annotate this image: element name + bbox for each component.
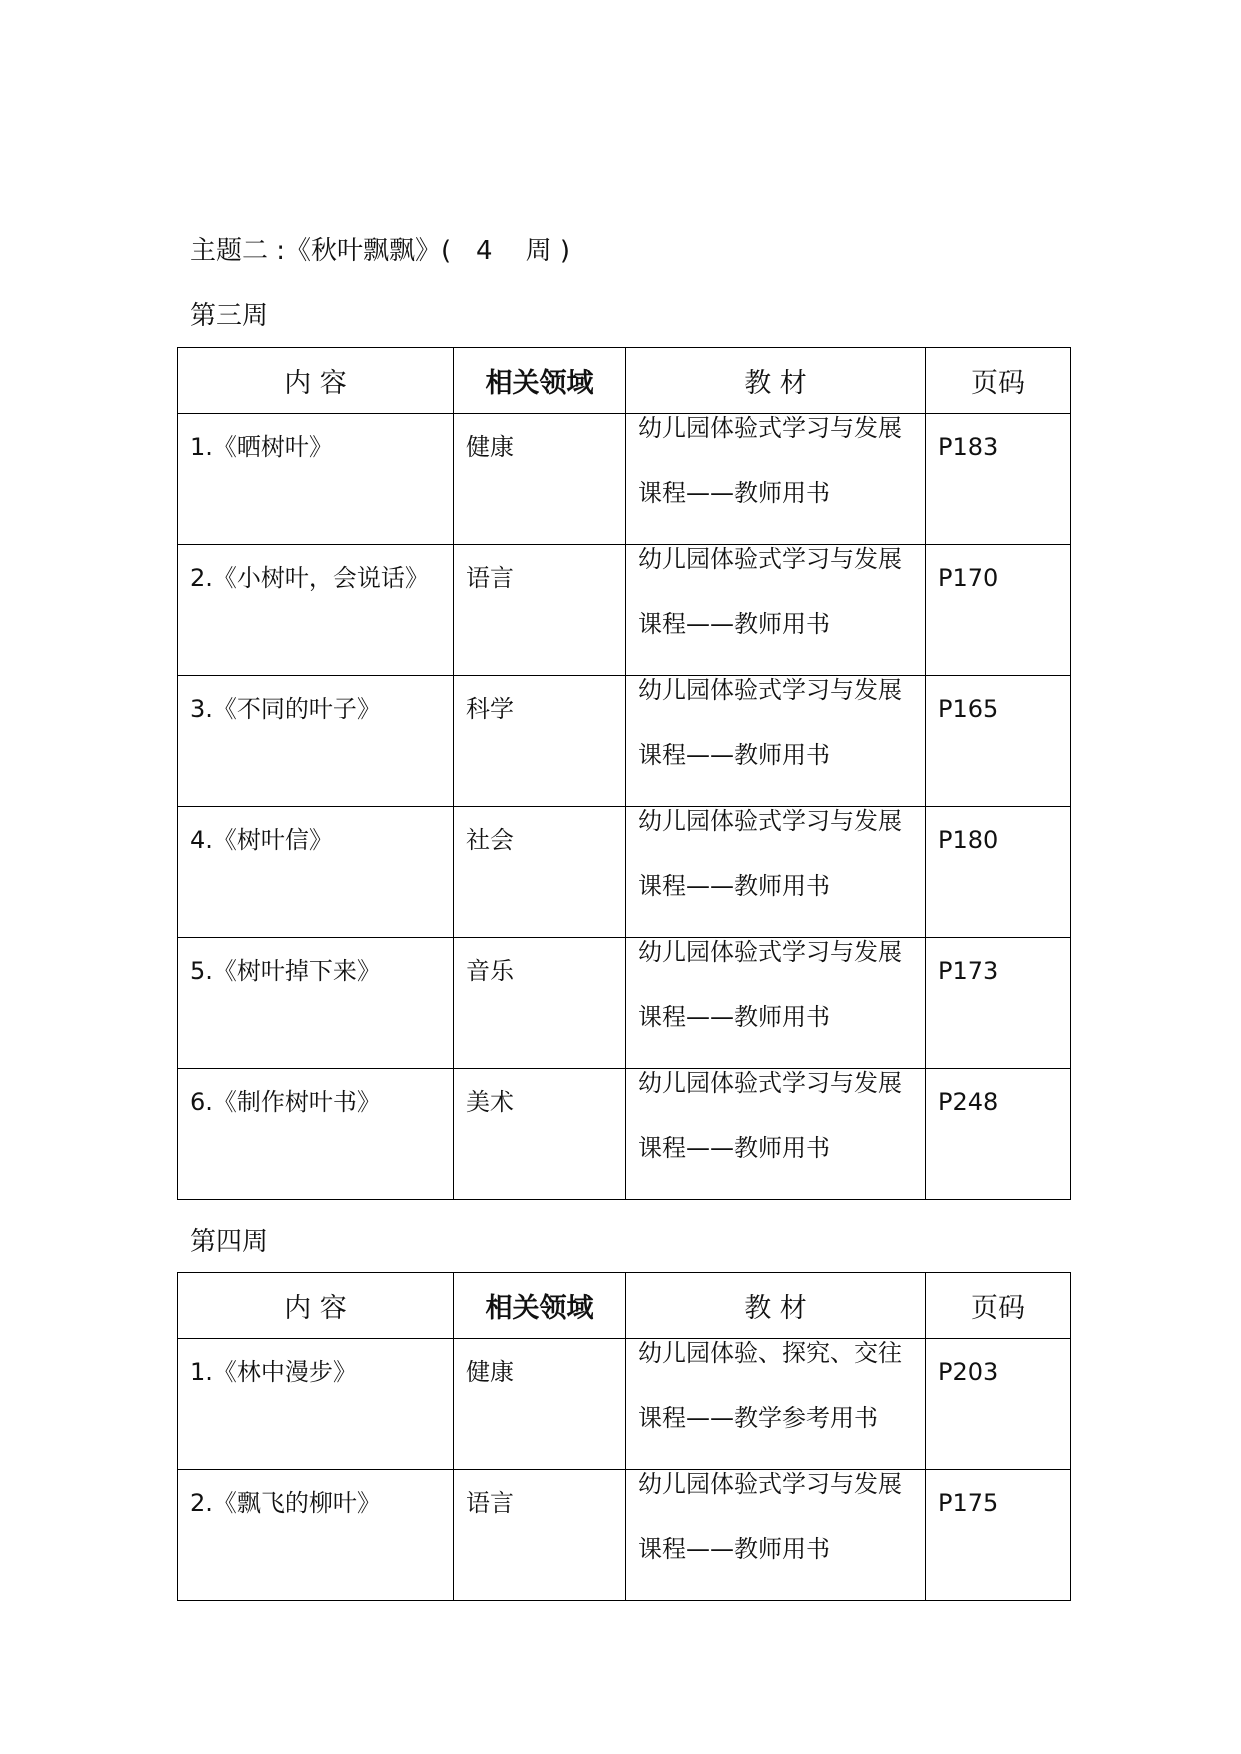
textbook-line2: 课程——教师用书	[638, 610, 830, 638]
textbook-line1: 幼儿园体验式学习与发展	[638, 545, 902, 573]
textbook-cell	[626, 1069, 926, 1200]
table-row	[178, 676, 1071, 807]
lesson-domain: 语言	[466, 564, 514, 592]
content-cell	[178, 938, 454, 1069]
page-number: P183	[938, 433, 999, 461]
content-cell	[178, 807, 454, 938]
lesson-domain: 健康	[466, 1358, 514, 1386]
header-textbook: 教 材	[626, 1273, 926, 1339]
textbook-cell	[626, 545, 926, 676]
textbook-cell	[626, 938, 926, 1069]
page-number: P175	[938, 1489, 999, 1517]
lesson-domain: 科学	[466, 695, 514, 723]
domain-cell	[454, 807, 626, 938]
table-row	[178, 807, 1071, 938]
page-number: P203	[938, 1358, 999, 1386]
textbook-cell	[626, 414, 926, 545]
header-page: 页码	[926, 348, 1071, 414]
domain-cell	[454, 1339, 626, 1470]
lesson-domain: 社会	[466, 826, 514, 854]
domain-cell	[454, 938, 626, 1069]
textbook-line2: 课程——教学参考用书	[638, 1404, 878, 1432]
textbook-line1: 幼儿园体验式学习与发展	[638, 414, 902, 442]
textbook-cell	[626, 1470, 926, 1601]
textbook-line2: 课程——教师用书	[638, 741, 830, 769]
content-cell	[178, 1339, 454, 1470]
lesson-domain: 语言	[466, 1489, 514, 1517]
textbook-line1: 幼儿园体验式学习与发展	[638, 1069, 902, 1097]
textbook-line1: 幼儿园体验式学习与发展	[638, 676, 902, 704]
lesson-title: 6.《制作树叶书》	[190, 1088, 381, 1116]
lesson-table	[177, 1272, 1071, 1601]
page-cell	[926, 807, 1071, 938]
page-cell	[926, 1339, 1071, 1470]
page-cell	[926, 414, 1071, 545]
table-row	[178, 545, 1071, 676]
textbook-cell	[626, 807, 926, 938]
week-heading: 第四周	[190, 1227, 269, 1257]
domain-cell	[454, 1470, 626, 1601]
lesson-domain: 美术	[466, 1088, 514, 1116]
header-textbook: 教 材	[626, 348, 926, 414]
textbook-cell	[626, 1339, 926, 1470]
page-number: P170	[938, 564, 999, 592]
domain-cell	[454, 414, 626, 545]
textbook-line1: 幼儿园体验式学习与发展	[638, 938, 902, 966]
textbook-line2: 课程——教师用书	[638, 872, 830, 900]
lesson-domain: 健康	[466, 433, 514, 461]
table-row	[178, 1069, 1071, 1200]
header-page: 页码	[926, 1273, 1071, 1339]
domain-cell	[454, 1069, 626, 1200]
page-number: P173	[938, 957, 999, 985]
table-row	[178, 1470, 1071, 1601]
header-domain: 相关领域	[454, 1273, 626, 1339]
textbook-line2: 课程——教师用书	[638, 1134, 830, 1162]
domain-cell	[454, 676, 626, 807]
document-title: 主题二 :《秋叶飘飘》( 4 周 )	[190, 236, 570, 266]
table-header-row	[178, 348, 1071, 414]
table-row	[178, 1339, 1071, 1470]
table-row	[178, 414, 1071, 545]
page-cell	[926, 676, 1071, 807]
content-cell	[178, 1069, 454, 1200]
page-cell	[926, 1470, 1071, 1601]
textbook-cell	[626, 676, 926, 807]
textbook-line2: 课程——教师用书	[638, 1003, 830, 1031]
textbook-line1: 幼儿园体验、探究、交往	[638, 1339, 902, 1367]
lesson-table	[177, 347, 1071, 1200]
header-content: 内 容	[178, 348, 454, 414]
textbook-line1: 幼儿园体验式学习与发展	[638, 1470, 902, 1498]
textbook-line2: 课程——教师用书	[638, 1535, 830, 1563]
page-number: P180	[938, 826, 999, 854]
page-cell	[926, 545, 1071, 676]
textbook-line1: 幼儿园体验式学习与发展	[638, 807, 902, 835]
table-row	[178, 938, 1071, 1069]
content-cell	[178, 1470, 454, 1601]
content-cell	[178, 414, 454, 545]
page-cell	[926, 938, 1071, 1069]
domain-cell	[454, 545, 626, 676]
lesson-title: 2.《飘飞的柳叶》	[190, 1489, 381, 1517]
content-cell	[178, 545, 454, 676]
week-heading: 第三周	[190, 301, 269, 331]
lesson-title: 1.《林中漫步》	[190, 1358, 357, 1386]
lesson-title: 2.《小树叶，会说话》	[190, 564, 429, 592]
page-cell	[926, 1069, 1071, 1200]
textbook-line2: 课程——教师用书	[638, 479, 830, 507]
header-domain: 相关领域	[454, 348, 626, 414]
table-header-row	[178, 1273, 1071, 1339]
lesson-title: 5.《树叶掉下来》	[190, 957, 381, 985]
lesson-title: 3.《不同的叶子》	[190, 695, 381, 723]
content-cell	[178, 676, 454, 807]
lesson-domain: 音乐	[466, 957, 514, 985]
header-content: 内 容	[178, 1273, 454, 1339]
page-number: P248	[938, 1088, 999, 1116]
lesson-title: 4.《树叶信》	[190, 826, 333, 854]
page-number: P165	[938, 695, 999, 723]
lesson-title: 1.《晒树叶》	[190, 433, 333, 461]
